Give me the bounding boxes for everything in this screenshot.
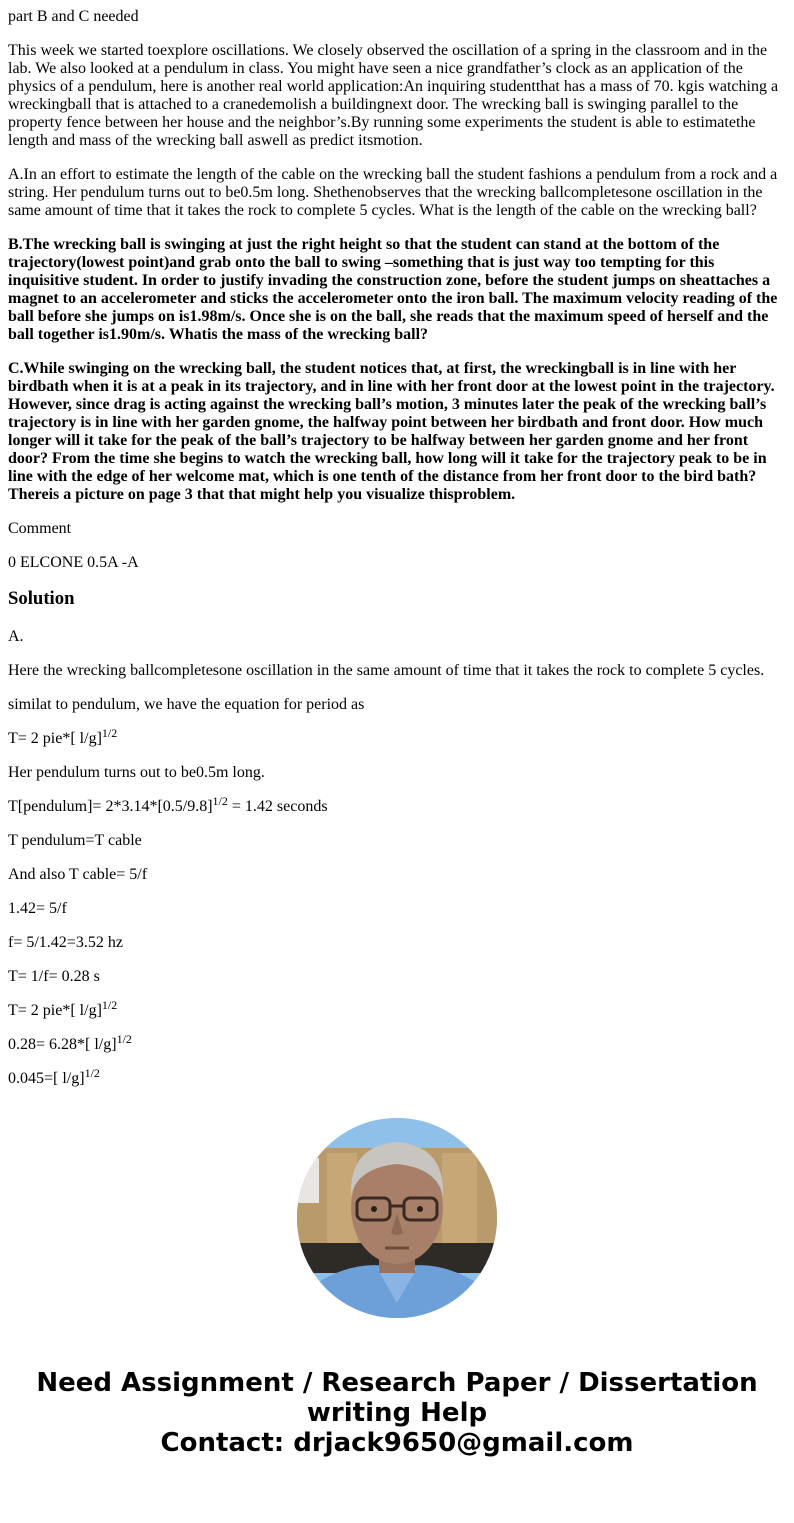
solution-line: And also T cable= 5/f — [8, 866, 148, 883]
solution-equation — [8, 726, 786, 748]
avatar — [297, 1118, 497, 1318]
question-context: This week we started toexplore oscillations. We closely observed the oscillation of a spring in the classroom and in the lab. We also looked at a pendulum in class. You might have seen a nice grandfather’s clock as an application of the physics of a pendulum, here is another real world application:An inquiring studentthat has a mass of 70. kgis watching a wreckingball that is attached to a cranedemolish a buildingnext door. The wrecking ball is swinging parallel to the property fence between her house and the neighbor’s.By running some experiments the student is able to estimatethe length and mass of the wrecking ball aswell as predict itsmotion. — [8, 42, 779, 149]
solution-equation — [8, 1032, 786, 1054]
footer-contact-email[interactable]: Contact: drjack9650@gmail.com — [160, 1428, 634, 1458]
equation-exponent: 1/2 — [116, 1032, 132, 1046]
equation-base: 0.045=[ l/g] — [8, 1070, 85, 1087]
equation-exponent: 1/2 — [84, 1066, 100, 1080]
footer-line: writing Help — [306, 1398, 488, 1428]
question-intro-note: part B and C needed — [8, 8, 139, 25]
contact-footer — [0, 1368, 794, 1488]
person-photo-icon — [297, 1118, 497, 1318]
equation-base: T[pendulum]= 2*3.14*[0.5/9.8] — [8, 798, 213, 815]
solution-line: 1.42= 5/f — [8, 900, 67, 917]
solution-line: Her pendulum turns out to be0.5m long. — [8, 764, 265, 781]
equation-base: T= 2 pie*[ l/g] — [8, 730, 102, 747]
solution-line: similat to pendulum, we have the equation for period as — [8, 696, 365, 713]
solution-line: f= 5/1.42=3.52 hz — [8, 934, 123, 951]
equation-result: = 1.42 seconds — [227, 798, 328, 815]
comment-label[interactable]: Comment — [8, 520, 72, 537]
solution-part-label: A. — [8, 628, 24, 645]
equation-exponent: 1/2 — [101, 998, 118, 1012]
solution-line: T pendulum=T cable — [8, 832, 142, 849]
solution-line: T= 1/f= 0.28 s — [8, 968, 100, 985]
equation-exponent: 1/2 — [212, 794, 228, 808]
solution-heading: Solution — [8, 588, 75, 609]
question-part-a: A.In an effort to estimate the length of the cable on the wrecking ball the student fashions a pendulum from a rock and a string. Her pendulum turns out to be0.5m long. Shethenobserves that the wrecking ballcompletesone oscillation in the same amount of time that it takes the rock to complete 5 cycles. What is the length of the cable on the wrecking ball? — [8, 166, 778, 219]
avatar-container — [0, 1118, 794, 1318]
equation-exponent: 1/2 — [101, 726, 118, 740]
equation-base: T= 2 pie*[ l/g] — [8, 1002, 102, 1019]
equation-base: 0.28= 6.28*[ l/g] — [8, 1036, 117, 1053]
solution-equation — [8, 794, 786, 816]
question-part-b: B.The wrecking ball is swinging at just the right height so that the student can stand at the bottom of the trajectory(lowest point)and grab onto the ball to swing –something that is just way too tempting for this inquisitive student. In order to justify invading the construction zone, before the student jumps on sheattaches a magnet to an accelerometer and sticks the accelerometer onto the iron ball. The maximum velocity reading of the ball before she jumps on is1.98m/s. Once she is on the ball, she reads that the maximum speed of herself and the ball together is1.90m/s. Whatis the mass of the wrecking ball? — [8, 236, 778, 343]
comment-text: 0 ELCONE 0.5A -A — [8, 554, 139, 571]
question-part-c: C.While swinging on the wrecking ball, the student notices that, at first, the wreckingball is in line with her birdbath when it is at a peak in its trajectory, and in line with her front door at the lowest point in the trajectory. However, since drag is acting against the wrecking ball’s motion, 3 minutes later the peak of the wrecking ball’s trajectory is in line with her garden gnome, the halfway point between her birdbath and front door. How much longer will it take for the peak of the ball’s trajectory to be halfway between her garden gnome and her front door? From the time she begins to watch the wrecking ball, how long will it take for the trajectory peak to be in line with the edge of her welcome mat, which is one tenth of the distance from her front door to the bird bath? Thereis a picture on page 3 that that might help you visualize thisproblem. — [8, 360, 775, 503]
solution-equation — [8, 998, 786, 1020]
solution-equation — [8, 1066, 786, 1088]
solution-line: Here the wrecking ballcompletesone oscillation in the same amount of time that it takes the rock to complete 5 cycles. — [8, 662, 765, 679]
footer-line: Need Assignment / Research Paper / Dissertation — [36, 1368, 758, 1398]
